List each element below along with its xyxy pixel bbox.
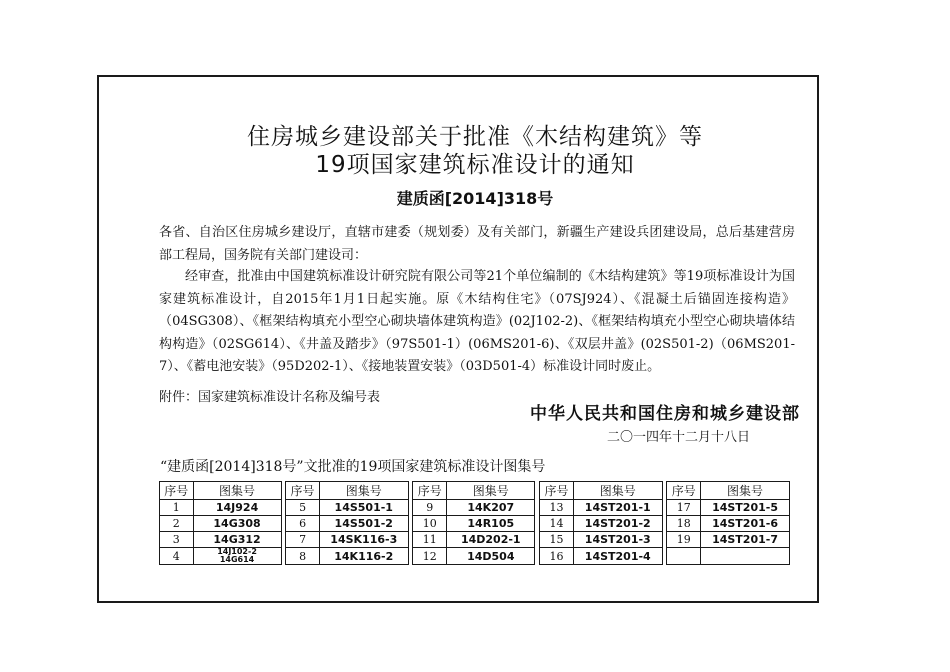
seq-cell: 17	[667, 500, 701, 516]
code-line: 14J102-2	[217, 547, 257, 556]
seq-cell: 13	[540, 500, 574, 516]
header-seq: 序号	[286, 482, 320, 500]
header-seq: 序号	[160, 482, 194, 500]
code-cell	[701, 548, 790, 565]
table-row	[160, 516, 790, 532]
code-cell: 14ST201-1	[573, 500, 662, 516]
table-row	[160, 532, 790, 548]
code-cell: 14S501-1	[319, 500, 408, 516]
salutation: 各省、自治区住房城乡建设厅，直辖市建委（规划委）及有关部门，新疆生产建设兵团建设局，总后基建营房部工程局，国务院有关部门建设司：	[159, 225, 795, 263]
notice-title-line1: 住房城乡建设部关于批准《木结构建筑》等	[247, 124, 703, 150]
code-cell: 14G312	[193, 532, 281, 548]
notice-title-line2: 19项国家建筑标准设计的通知	[315, 152, 635, 178]
table-header-row	[160, 482, 790, 500]
seq-cell: 6	[286, 516, 320, 532]
seq-cell: 7	[286, 532, 320, 548]
seq-cell: 11	[413, 532, 447, 548]
document-number: 建质函[2014]318号	[396, 189, 554, 208]
code-cell: 14K116-2	[319, 548, 408, 565]
code-cell-stacked	[193, 548, 281, 565]
seq-cell: 8	[286, 548, 320, 565]
issue-date: 二〇一四年十二月十八日	[606, 430, 750, 445]
code-cell: 14ST201-5	[701, 500, 790, 516]
header-code: 图集号	[573, 482, 662, 500]
seq-cell: 14	[540, 516, 574, 532]
header-code: 图集号	[701, 482, 790, 500]
seq-cell: 15	[540, 532, 574, 548]
table-row	[160, 548, 790, 565]
seq-cell: 18	[667, 516, 701, 532]
code-cell: 14ST201-4	[573, 548, 662, 565]
code-cell: 14ST201-6	[701, 516, 790, 532]
table-row	[160, 500, 790, 516]
table-title: “建质函[2014]318号”文批准的19项国家建筑标准设计图集号	[160, 459, 546, 475]
header-seq: 序号	[540, 482, 574, 500]
seq-cell: 5	[286, 500, 320, 516]
code-cell: 14SK116-3	[319, 532, 408, 548]
code-cell: 14G308	[193, 516, 281, 532]
code-line: 14G614	[219, 555, 255, 564]
code-cell: 14ST201-2	[573, 516, 662, 532]
seq-cell: 19	[667, 532, 701, 548]
seq-cell: 2	[160, 516, 194, 532]
seq-cell: 12	[413, 548, 447, 565]
seq-cell	[667, 548, 701, 565]
code-cell: 14R105	[447, 516, 535, 532]
seq-cell: 4	[160, 548, 194, 565]
seq-cell: 1	[160, 500, 194, 516]
seq-cell: 16	[540, 548, 574, 565]
seq-cell: 10	[413, 516, 447, 532]
code-cell: 14S501-2	[319, 516, 408, 532]
code-cell: 14D504	[447, 548, 535, 565]
issuer: 中华人民共和国住房和城乡建设部	[530, 404, 800, 424]
header-code: 图集号	[193, 482, 281, 500]
header-seq: 序号	[413, 482, 447, 500]
code-cell: 14ST201-3	[573, 532, 662, 548]
header-seq: 序号	[667, 482, 701, 500]
seq-cell: 9	[413, 500, 447, 516]
code-cell: 14K207	[447, 500, 535, 516]
atlas-number-table	[159, 481, 790, 565]
header-code: 图集号	[319, 482, 408, 500]
notice-body: 经审查，批准由中国建筑标准设计研究院有限公司等21个单位编制的《木结构建筑》等19项标准设计为国家建筑标准设计，自2015年1月1日起实施。原《木结构住宅》（07SJ924）、《混凝土后锚固连接构造》（04SG308）、《框架结构填充小型空心砌块墙体建筑构造》(02J102-2)、《框架结构填充小型空心砌块墙体结构构造》（02SG614）、《井盖及踏步》（97S501-1）(06MS201-6)、《双层井盖》(02S501-2)（06MS201-7）、《蓄电池安装》（95D202-1）、《接地装置安装》（03D501-4）标准设计同时废止。	[159, 269, 795, 374]
code-cell: 14ST201-7	[701, 532, 790, 548]
code-cell: 14D202-1	[447, 532, 535, 548]
seq-cell: 3	[160, 532, 194, 548]
attachment-note: 附件：国家建筑标准设计名称及编号表	[159, 390, 381, 405]
code-cell: 14J924	[193, 500, 281, 516]
header-code: 图集号	[447, 482, 535, 500]
